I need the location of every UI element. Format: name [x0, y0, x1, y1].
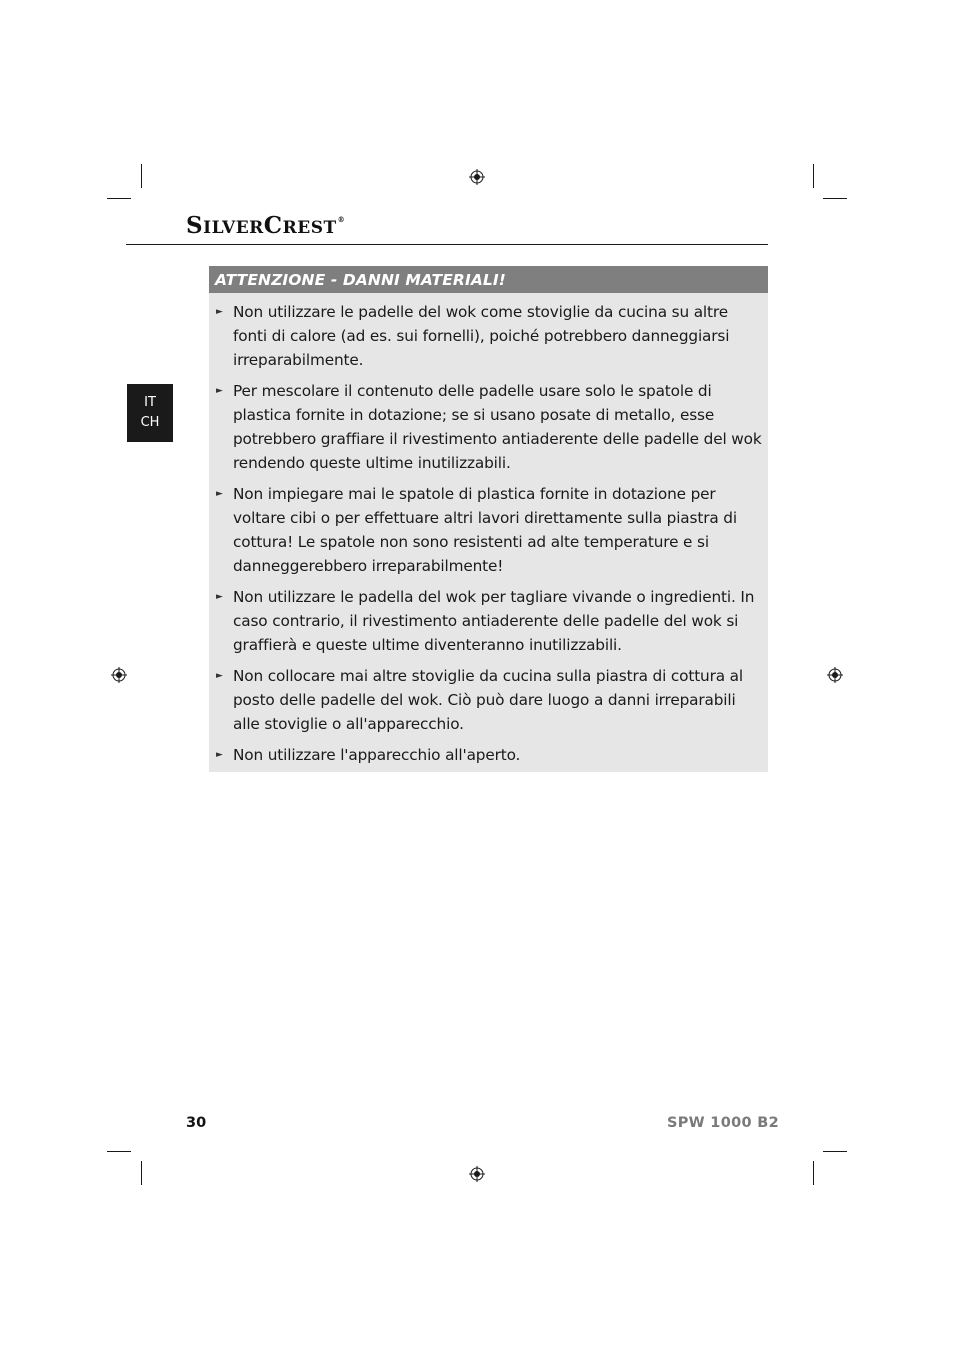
- warning-box: [209, 266, 768, 772]
- triangle-right-icon: ►: [216, 489, 223, 499]
- warning-item-text: Non collocare mai altre stoviglie da cucina sulla piastra di cottura al posto delle padelle del wok. Ciò può dare luogo a danni irreparabili alle stoviglie o all'apparecchio.: [233, 667, 743, 733]
- list-item: [209, 585, 768, 657]
- crop-mark: [813, 1161, 814, 1185]
- language-code-it: IT: [144, 395, 156, 410]
- model-number: SPW 1000 B2: [667, 1115, 779, 1131]
- triangle-right-icon: ►: [216, 671, 223, 681]
- warning-item-text: Non utilizzare le padelle del wok come stoviglie da cucina su altre fonti di calore (ad es. sui fornelli), poiché potrebbero danneggiarsi irreparabilmente.: [233, 303, 730, 369]
- registration-mark-icon: [111, 667, 127, 683]
- warning-item-text: Non utilizzare le padella del wok per tagliare vivande o ingredienti. In caso contrario, il rivestimento antiaderente delle padelle del wok si graffierà e queste ultime diventeranno inutilizzabili.: [233, 588, 755, 654]
- registration-mark-icon: [469, 1166, 485, 1182]
- brand-logo: SILVERCREST®: [186, 212, 346, 239]
- header-rule: [126, 244, 768, 245]
- list-item: [209, 300, 768, 372]
- list-item: [209, 482, 768, 578]
- list-item: [209, 664, 768, 736]
- crop-mark: [107, 1151, 131, 1152]
- registration-mark-icon: [469, 169, 485, 185]
- crop-mark: [823, 1151, 847, 1152]
- language-tab: [127, 384, 173, 442]
- language-code-ch: CH: [140, 415, 160, 430]
- list-item: [209, 379, 768, 475]
- warning-item-text: Non utilizzare l'apparecchio all'aperto.: [233, 746, 521, 764]
- warning-item-text: Non impiegare mai le spatole di plastica fornite in dotazione per voltare cibi o per effettuare altri lavori direttamente sulla piastra di cottura! Le spatole non sono resistenti ad alte temperature e si danneggerebbero irreparabilmente!: [233, 485, 737, 575]
- list-item: [209, 743, 768, 767]
- crop-mark: [813, 164, 814, 188]
- crop-mark: [141, 164, 142, 188]
- registration-mark-icon: [827, 667, 843, 683]
- crop-mark: [823, 198, 847, 199]
- triangle-right-icon: ►: [216, 386, 223, 396]
- crop-mark: [107, 198, 131, 199]
- warning-list: [209, 293, 768, 767]
- triangle-right-icon: ►: [216, 750, 223, 760]
- crop-mark: [141, 1161, 142, 1185]
- warning-item-text: Per mescolare il contenuto delle padelle usare solo le spatole di plastica fornite in dotazione; se si usano posate di metallo, esse potrebbero graffiare il rivestimento antiaderente delle padelle del wok rendendo queste ultime inutilizzabili.: [233, 382, 762, 472]
- page-number: 30: [186, 1115, 207, 1131]
- warning-title: ATTENZIONE - DANNI MATERIALI!: [209, 266, 768, 293]
- triangle-right-icon: ►: [216, 592, 223, 602]
- triangle-right-icon: ►: [216, 307, 223, 317]
